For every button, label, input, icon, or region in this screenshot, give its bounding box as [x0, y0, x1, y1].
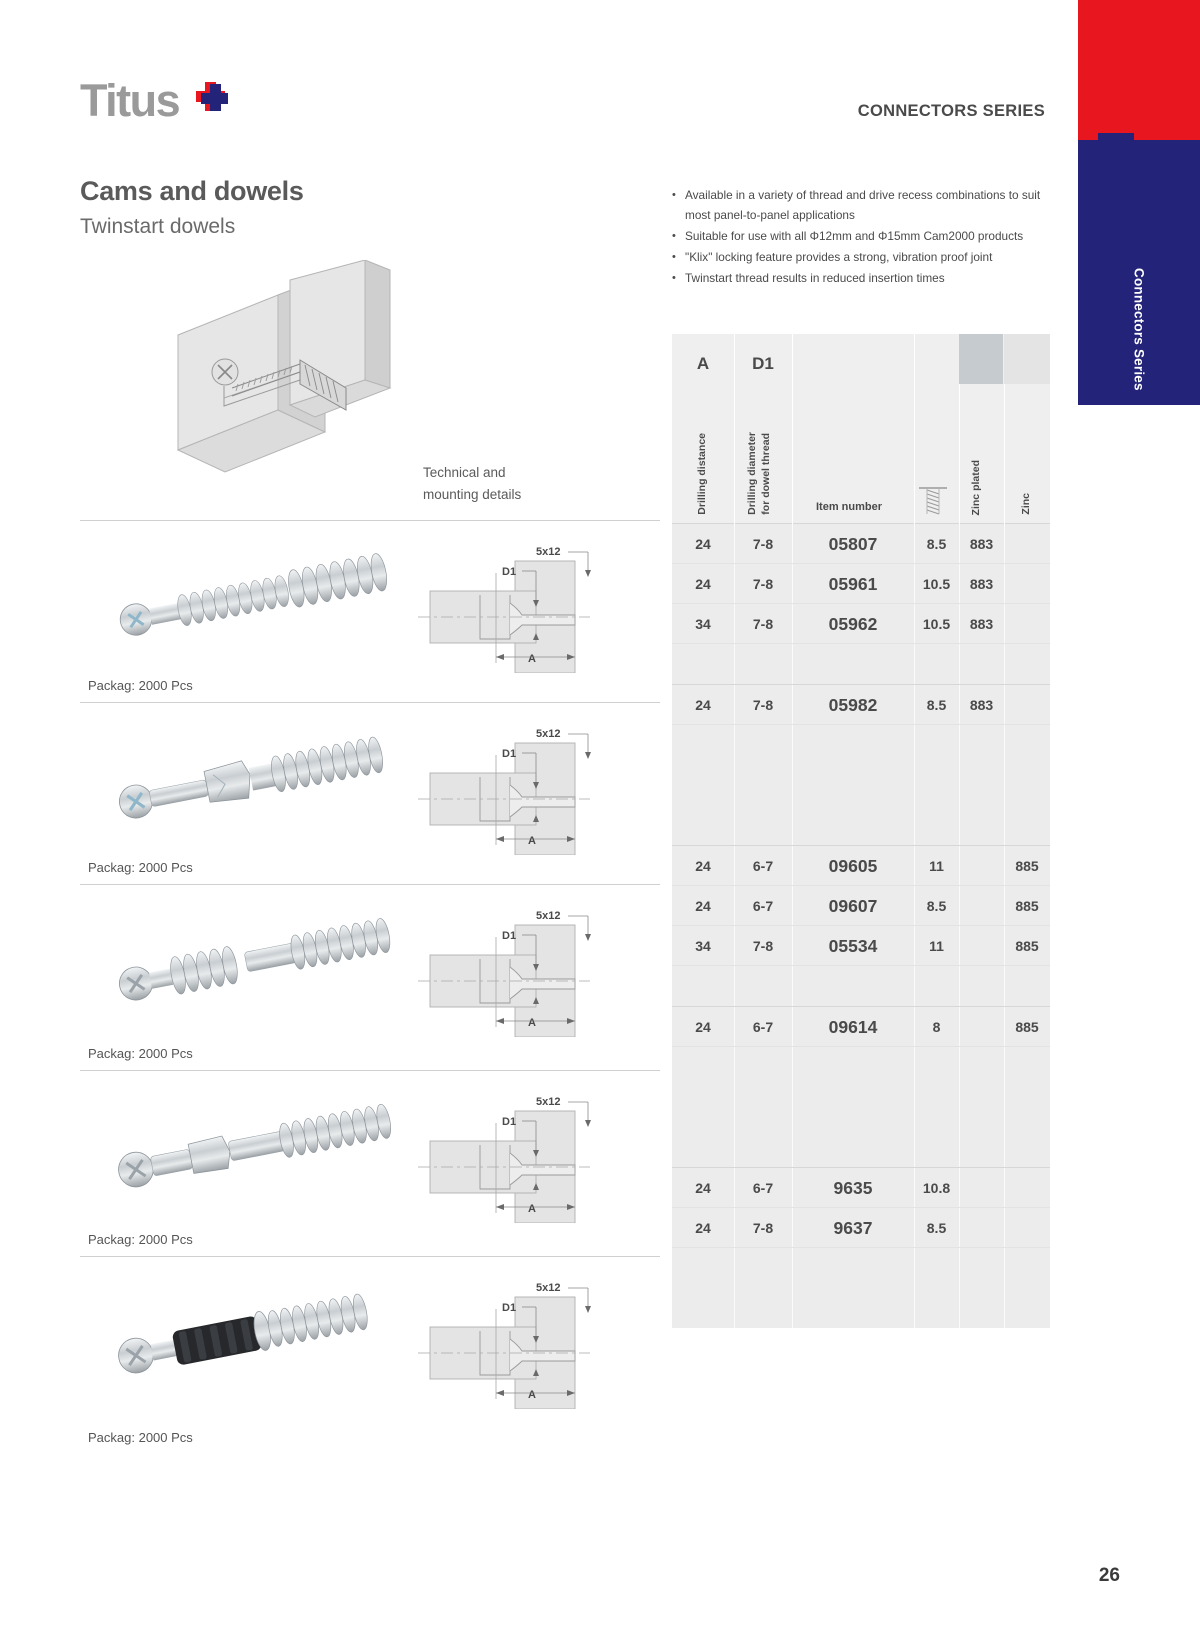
product-photo — [100, 1265, 430, 1420]
brand-logo: Titus — [80, 75, 180, 126]
dim-d1: D1 — [502, 748, 517, 760]
cell-item: 09614 — [828, 1016, 878, 1037]
cell-zinc_plated — [959, 1208, 1004, 1248]
dim-5x12: 5x12 — [536, 728, 561, 740]
side-tab-notch-red — [1134, 120, 1158, 140]
dim-a: A — [528, 1017, 536, 1029]
cell-a: 24 — [695, 697, 711, 713]
product-row — [80, 702, 660, 884]
table-blank-row — [672, 805, 1050, 845]
cell-zinc: 885 — [1015, 858, 1039, 874]
table-group — [672, 1007, 1050, 1168]
cell-zinc: 885 — [1015, 1019, 1039, 1035]
header-drilling-diameter-line2: for dowel thread — [760, 433, 772, 515]
product-photo — [100, 893, 430, 1048]
cell-zinc — [1004, 1208, 1050, 1248]
zinc-color-swatch — [1004, 334, 1050, 384]
zinc-plated-color-swatch — [959, 334, 1003, 384]
cell-len: 10.5 — [922, 616, 951, 632]
table-row[interactable] — [672, 1007, 1050, 1047]
table-header — [672, 334, 1050, 524]
table-row[interactable] — [672, 524, 1050, 564]
table-blank-row — [672, 644, 1050, 684]
cell-d1: 7-8 — [752, 697, 774, 713]
dim-a: A — [528, 835, 536, 847]
cell-zinc_plated — [959, 926, 1004, 966]
product-row — [80, 520, 660, 702]
cell-item: 05534 — [828, 935, 878, 956]
cell-len: 8.5 — [926, 536, 947, 552]
feature-list — [672, 185, 1052, 289]
cell-zinc — [1004, 564, 1050, 604]
table-group — [672, 846, 1050, 1007]
cell-zinc_plated — [959, 846, 1004, 886]
cell-d1: 6-7 — [752, 1180, 774, 1196]
cell-item: 9637 — [833, 1217, 873, 1238]
cell-a: 24 — [695, 1220, 711, 1236]
cell-item: 09607 — [828, 895, 878, 916]
side-tab-red-block — [1078, 0, 1200, 140]
cell-a: 24 — [695, 858, 711, 874]
dim-a: A — [528, 1389, 536, 1401]
cell-a: 24 — [695, 576, 711, 592]
feature-item: • Suitable for use with all Φ12mm and Φ15mm Cam2000 products — [672, 226, 1052, 246]
product-photo — [100, 1079, 430, 1234]
dim-d1: D1 — [502, 1116, 517, 1128]
cell-len: 11 — [929, 938, 944, 954]
cell-zinc_plated — [959, 1007, 1004, 1047]
dim-d1: D1 — [502, 930, 517, 942]
page-title: Cams and dowels — [80, 176, 304, 206]
page-number: 26 — [1098, 1565, 1120, 1586]
side-tab — [1078, 0, 1200, 405]
cell-d1: 7-8 — [752, 938, 774, 954]
cell-len: 8.5 — [926, 697, 947, 713]
page-subtitle: Twinstart dowels — [80, 215, 236, 238]
packaging-label: Packag: 2000 Pcs — [88, 860, 193, 875]
table-row[interactable] — [672, 926, 1050, 966]
packaging-label: Packag: 2000 Pcs — [88, 678, 193, 693]
side-tab-label-wrap — [1078, 140, 1200, 405]
product-row — [80, 1070, 660, 1256]
cell-zinc_plated: 883 — [969, 536, 994, 552]
header-d1-letter: D1 — [752, 354, 774, 373]
cell-zinc — [1004, 1168, 1050, 1208]
table-row[interactable] — [672, 564, 1050, 604]
table-blank-row — [672, 1248, 1050, 1288]
cell-d1: 6-7 — [752, 858, 774, 874]
cell-a: 24 — [695, 898, 711, 914]
cell-d1: 6-7 — [752, 898, 774, 914]
cell-len: 10.8 — [922, 1180, 951, 1196]
table-blank-row — [672, 1288, 1050, 1328]
table-row[interactable] — [672, 1208, 1050, 1248]
header-drilling-distance: Drilling distance — [696, 433, 708, 515]
cell-item: 05962 — [828, 613, 878, 634]
table-blank-row — [672, 1087, 1050, 1127]
table-blank-row — [672, 725, 1050, 765]
series-title: CONNECTORS SERIES — [857, 102, 1045, 120]
packaging-label: Packag: 2000 Pcs — [88, 1430, 193, 1445]
header-zinc-plated: Zinc plated — [970, 459, 982, 515]
header-a-letter: A — [696, 354, 710, 373]
table-row[interactable] — [672, 1168, 1050, 1208]
cell-a: 24 — [695, 1019, 711, 1035]
dim-a: A — [528, 1203, 536, 1215]
isometric-assembly-drawing — [150, 260, 420, 510]
dim-d1: D1 — [502, 566, 517, 578]
cell-zinc — [1004, 685, 1050, 725]
cell-zinc_plated: 883 — [969, 697, 994, 713]
header-zinc: Zinc — [1020, 493, 1032, 515]
mounting-diagram — [410, 1093, 640, 1228]
dim-a: A — [528, 653, 536, 665]
dim-5x12: 5x12 — [536, 910, 561, 922]
cell-d1: 7-8 — [752, 576, 774, 592]
packaging-label: Packag: 2000 Pcs — [88, 1232, 193, 1247]
table-blank-row — [672, 1127, 1050, 1167]
cell-a: 34 — [695, 616, 711, 632]
mounting-diagram — [410, 725, 640, 860]
cell-len: 8.5 — [926, 1220, 947, 1236]
table-row[interactable] — [672, 886, 1050, 926]
table-group — [672, 1168, 1050, 1328]
packaging-label: Packag: 2000 Pcs — [88, 1046, 193, 1061]
cell-d1: 7-8 — [752, 1220, 774, 1236]
table-blank-row — [672, 1047, 1050, 1087]
mounting-diagram — [410, 1279, 640, 1414]
technical-note-line1: Technical and — [423, 465, 506, 480]
dim-5x12: 5x12 — [536, 1282, 561, 1294]
mounting-diagram — [410, 907, 640, 1042]
cell-zinc: 885 — [1015, 898, 1039, 914]
cell-item: 05807 — [828, 533, 878, 554]
table-body — [672, 524, 1050, 1328]
cell-len: 10.5 — [922, 576, 951, 592]
cell-item: 09605 — [828, 855, 878, 876]
mounting-diagram — [410, 543, 640, 678]
product-photo — [100, 529, 430, 684]
dim-5x12: 5x12 — [536, 546, 561, 558]
product-row — [80, 1256, 660, 1454]
cell-d1: 6-7 — [752, 1019, 774, 1035]
cell-zinc: 885 — [1015, 938, 1039, 954]
cell-zinc — [1004, 604, 1050, 644]
cell-zinc — [1004, 524, 1050, 564]
cell-zinc_plated — [959, 1168, 1004, 1208]
cell-len: 8 — [932, 1019, 941, 1035]
product-photo — [100, 711, 430, 866]
cell-zinc_plated: 883 — [969, 576, 994, 592]
cell-zinc_plated — [959, 886, 1004, 926]
technical-note-line2: mounting details — [423, 487, 522, 502]
cell-zinc_plated: 883 — [969, 616, 994, 632]
cell-len: 11 — [929, 858, 944, 874]
plus-icon — [196, 82, 226, 112]
table-row[interactable] — [672, 604, 1050, 644]
cell-a: 34 — [695, 938, 711, 954]
header-item-number: Item number — [816, 501, 883, 513]
screw-icon — [915, 483, 951, 517]
cell-item: 05982 — [828, 694, 878, 715]
cell-a: 24 — [695, 1180, 711, 1196]
feature-item: • Available in a variety of thread and drive recess combinations to suit most panel-to-panel applications — [672, 185, 1052, 225]
cell-a: 24 — [695, 536, 711, 552]
table-row[interactable] — [672, 685, 1050, 725]
header-drilling-diameter-line1: Drilling diameter — [746, 432, 758, 515]
specifications-table — [672, 334, 1050, 1328]
dim-d1: D1 — [502, 1302, 517, 1314]
feature-item: • Twinstart thread results in reduced insertion times — [672, 268, 1052, 288]
cell-d1: 7-8 — [752, 536, 774, 552]
table-blank-row — [672, 966, 1050, 1006]
cell-item: 05961 — [828, 573, 878, 594]
cell-len: 8.5 — [926, 898, 947, 914]
table-group — [672, 685, 1050, 846]
product-row — [80, 884, 660, 1070]
technical-note — [423, 462, 521, 506]
cell-d1: 7-8 — [752, 616, 774, 632]
table-blank-row — [672, 765, 1050, 805]
cell-item: 9635 — [833, 1177, 873, 1198]
dim-5x12: 5x12 — [536, 1096, 561, 1108]
side-tab-label: Connectors Series — [1131, 268, 1147, 391]
feature-item: • "Klix" locking feature provides a strong, vibration proof joint — [672, 247, 1052, 267]
table-group — [672, 524, 1050, 685]
table-row[interactable] — [672, 846, 1050, 886]
